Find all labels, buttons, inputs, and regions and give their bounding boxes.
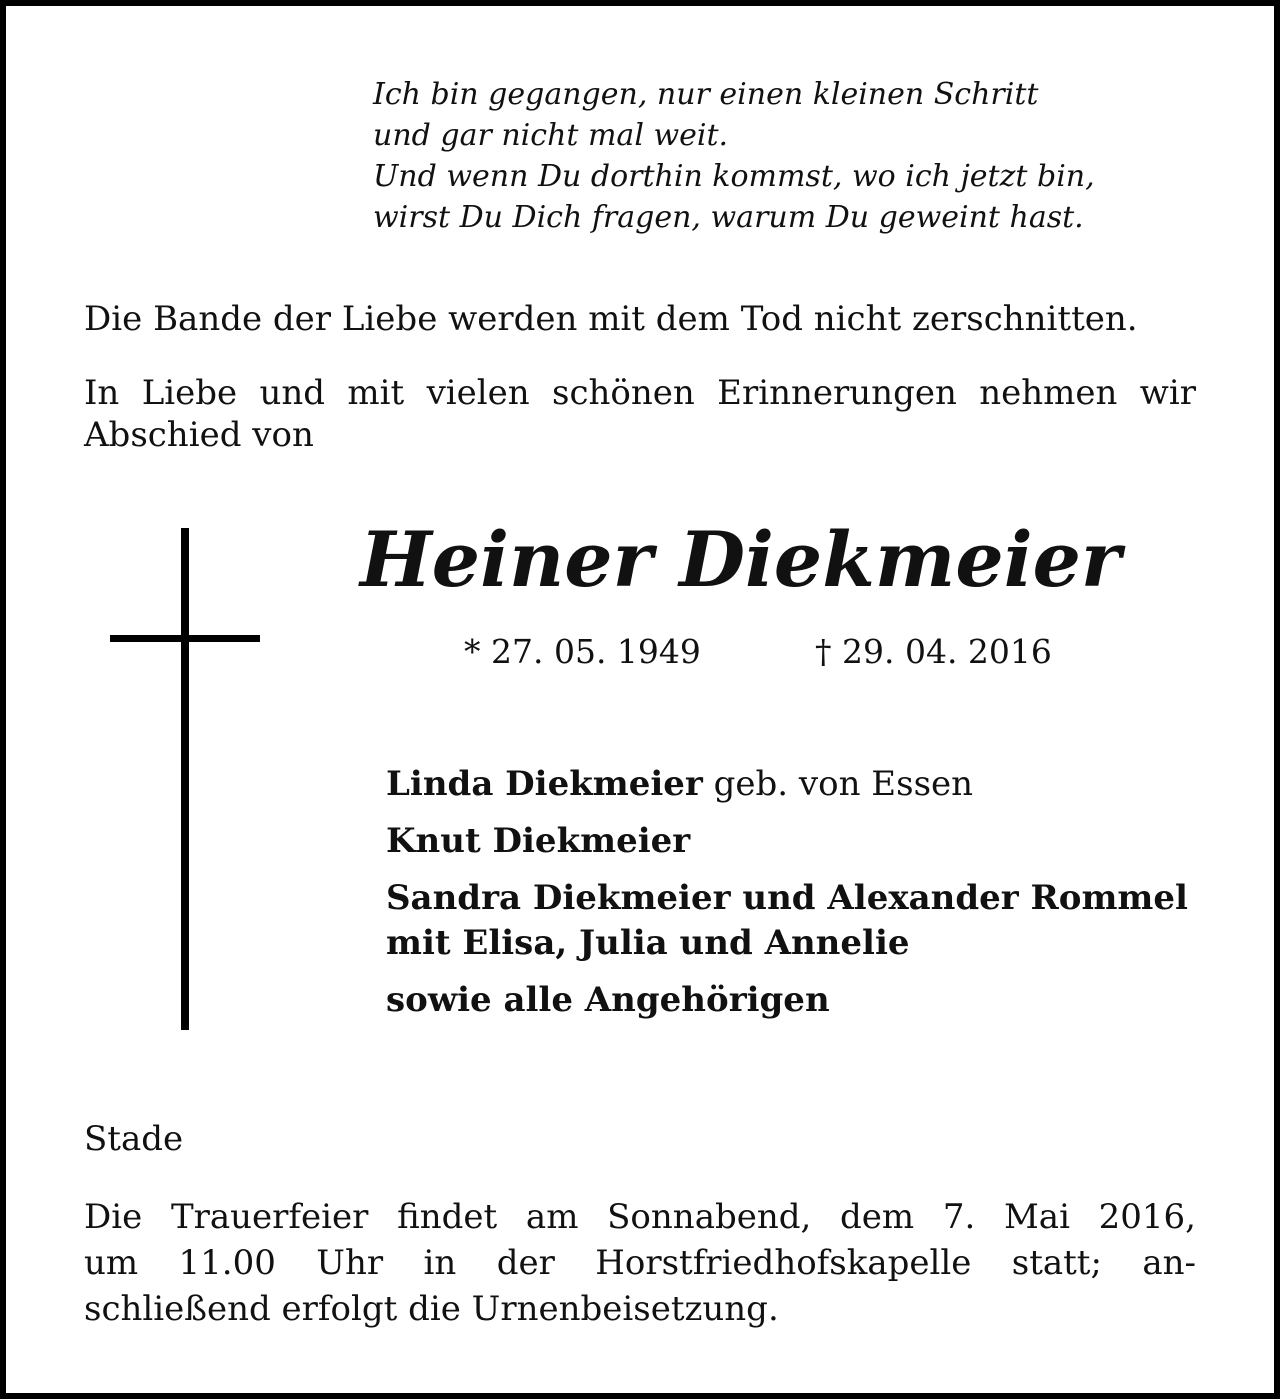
service-line: Die Trauerfeier findet am Sonnabend, dem 7. Mai 2016, xyxy=(84,1197,1196,1237)
mourner-name: Linda Diekmeier xyxy=(386,764,703,804)
birth-date: * 27. 05. 1949 xyxy=(464,632,701,671)
service-line: um 11.00 Uhr in der Horstfriedhofskapelle statt; an- xyxy=(84,1243,1196,1283)
mourner-name: Sandra Diekmeier und Alexander Rommel xyxy=(386,878,1188,918)
poem-line: Und wenn Du dorthin kommst, wo ich jetzt bin, xyxy=(373,159,1095,194)
mourner-relatives xyxy=(386,978,1216,1023)
service-line: schließend erfolgt die Urnenbeisetzung. xyxy=(84,1289,779,1329)
cross-horizontal-bar xyxy=(110,635,260,642)
poem xyxy=(373,74,1213,238)
intro-line: Die Bande der Liebe werden mit dem Tod nicht zerschnitten. xyxy=(84,299,1138,339)
mourner-knut xyxy=(386,819,1216,864)
mourner-name: sowie alle Angehörigen xyxy=(386,980,830,1020)
poem-line: wirst Du Dich fragen, warum Du geweint hast. xyxy=(373,200,1084,235)
cross-vertical-bar xyxy=(181,528,189,1030)
mourners-list xyxy=(386,762,1216,1023)
mourner-sandra xyxy=(386,876,1216,921)
poem-line: Ich bin gegangen, nur einen kleinen Schritt xyxy=(373,77,1039,112)
mourner-linda xyxy=(386,762,1216,807)
maiden-name-note: geb. von Essen xyxy=(702,764,974,804)
deceased-name: Heiner Diekmeier xyxy=(360,515,1121,604)
death-date: † 29. 04. 2016 xyxy=(815,632,1052,671)
farewell-line: In Liebe und mit vielen schönen Erinnerungen nehmen wir Abschied von xyxy=(84,373,1196,455)
place: Stade xyxy=(84,1119,184,1159)
mourner-children xyxy=(386,921,1216,966)
service-notice xyxy=(84,1194,1196,1332)
mourner-name: mit Elisa, Julia und Annelie xyxy=(386,923,910,963)
poem-line: und gar nicht mal weit. xyxy=(373,118,729,153)
mourner-name: Knut Diekmeier xyxy=(386,821,691,861)
